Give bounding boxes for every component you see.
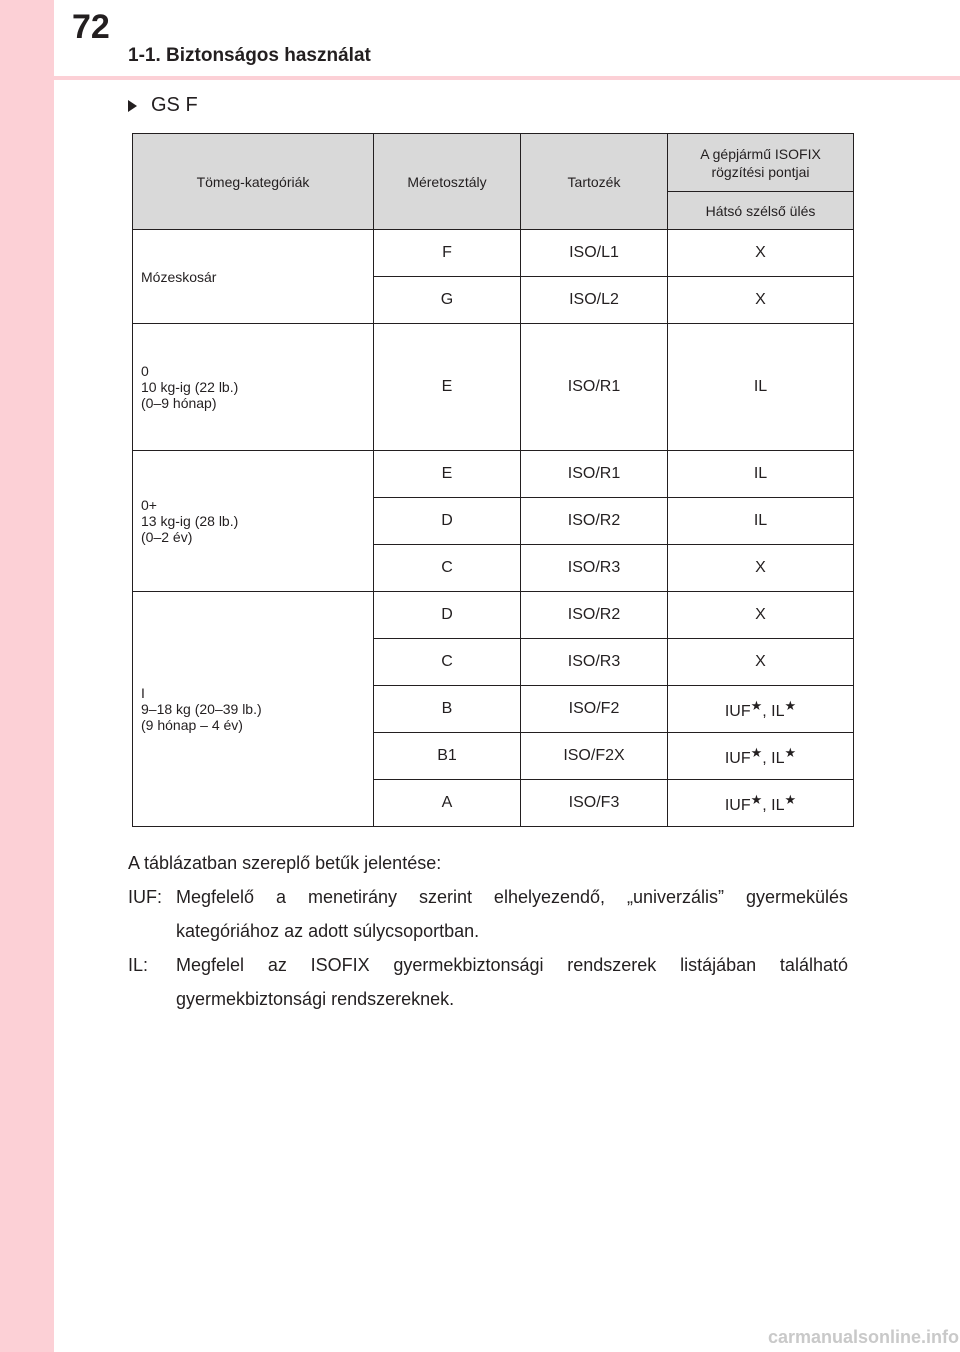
size-cell: A: [374, 780, 521, 827]
rear-seat-value-cell: IL: [668, 451, 854, 498]
page-number: 72: [72, 8, 110, 46]
weight-category-line: 9–18 kg (20–39 lb.): [141, 701, 262, 717]
value-part: IUF: [724, 796, 751, 814]
fixture-cell: ISO/R2: [521, 592, 668, 639]
weight-category-line: Mózeskosár: [141, 268, 217, 285]
section-heading: [128, 94, 198, 117]
size-cell: F: [374, 230, 521, 277]
fixture-cell: ISO/L2: [521, 277, 668, 324]
weight-category-line: (9 hónap – 4 év): [141, 717, 243, 733]
header-size-class: Méretosztály: [374, 134, 521, 230]
fixture-cell: ISO/F2: [521, 686, 668, 733]
weight-category-cell: [133, 324, 374, 451]
fixture-cell: ISO/R3: [521, 545, 668, 592]
rear-seat-value-cell: X: [668, 545, 854, 592]
asterisk-icon: ★: [784, 791, 797, 807]
fixture-cell: ISO/L1: [521, 230, 668, 277]
triangle-right-icon: [128, 100, 137, 112]
weight-category-cell: [133, 230, 374, 324]
weight-category-cell: [133, 451, 374, 592]
side-color-bar: [0, 0, 54, 1352]
table-row: [133, 230, 854, 277]
header-weight-category: Tömeg-kategóriák: [133, 134, 374, 230]
fixture-cell: ISO/R1: [521, 451, 668, 498]
table-body: [133, 230, 854, 827]
section-title: GS F: [151, 94, 198, 116]
weight-category-cell: [133, 592, 374, 827]
size-cell: E: [374, 451, 521, 498]
value-part: IL: [771, 749, 785, 767]
fixture-cell: ISO/F2X: [521, 733, 668, 780]
rear-seat-value-cell: IUF★, IL★: [668, 733, 854, 780]
legend-item-iuf: [128, 880, 848, 948]
asterisk-icon: ★: [784, 697, 797, 713]
weight-category-line: I: [141, 685, 145, 701]
value-part: IL: [771, 796, 785, 814]
rear-seat-value-cell: IL: [668, 498, 854, 545]
table-row: [133, 592, 854, 639]
asterisk-icon: ★: [750, 791, 763, 807]
fixture-cell: ISO/R3: [521, 639, 668, 686]
rear-seat-value-cell: IUF★, IL★: [668, 780, 854, 827]
fixture-cell: ISO/R1: [521, 324, 668, 451]
weight-category-line: 0+: [141, 497, 157, 513]
legend-text: Megfelel az ISOFIX gyermekbiztonsági rendszerek listájában található gyermekbiztonsági rendszereknek.: [176, 955, 848, 1009]
value-part: IUF: [724, 702, 751, 720]
rear-seat-value-cell: IL: [668, 324, 854, 451]
size-cell: B1: [374, 733, 521, 780]
footer-watermark: carmanualsonline.info: [768, 1327, 960, 1347]
legend: [128, 846, 848, 1016]
header-isofix-points: A gépjármű ISOFIX rögzítési pontjai: [668, 134, 854, 192]
size-cell: B: [374, 686, 521, 733]
rear-seat-value-cell: X: [668, 592, 854, 639]
asterisk-icon: ★: [750, 744, 763, 760]
table-row: [133, 451, 854, 498]
legend-intro: A táblázatban szereplő betűk jelentése:: [128, 853, 442, 873]
value-part: IUF: [724, 749, 751, 767]
isofix-table: [132, 133, 854, 827]
legend-key: IL:: [128, 955, 149, 975]
weight-category-line: 0: [141, 363, 149, 379]
header-rear-outer-seat: Hátsó szélső ülés: [668, 192, 854, 230]
legend-item-il: [128, 948, 848, 1016]
fixture-cell: ISO/R2: [521, 498, 668, 545]
weight-category-line: (0–2 év): [141, 529, 193, 545]
size-cell: D: [374, 592, 521, 639]
size-cell: D: [374, 498, 521, 545]
weight-category-line: (0–9 hónap): [141, 395, 217, 411]
rear-seat-value-cell: X: [668, 230, 854, 277]
weight-category-line: 13 kg-ig (28 lb.): [141, 513, 239, 529]
value-part: IL: [771, 702, 785, 720]
chapter-title: 1-1. Biztonságos használat: [128, 45, 371, 66]
weight-category-line: 10 kg-ig (22 lb.): [141, 379, 239, 395]
size-cell: C: [374, 639, 521, 686]
rear-seat-value-cell: X: [668, 639, 854, 686]
table-row: [133, 324, 854, 451]
legend-text: Megfelelő a menetirány szerint elhelyezendő, „univerzális” gyermekülés kategóriához az adott súlycsoportban.: [176, 887, 848, 941]
asterisk-icon: ★: [784, 744, 797, 760]
size-cell: E: [374, 324, 521, 451]
header-fixture: Tartozék: [521, 134, 668, 230]
size-cell: C: [374, 545, 521, 592]
fixture-cell: ISO/F3: [521, 780, 668, 827]
size-cell: G: [374, 277, 521, 324]
header-divider: [54, 76, 960, 80]
asterisk-icon: ★: [750, 697, 763, 713]
legend-key: IUF:: [128, 887, 162, 907]
rear-seat-value-cell: X: [668, 277, 854, 324]
rear-seat-value-cell: IUF★, IL★: [668, 686, 854, 733]
